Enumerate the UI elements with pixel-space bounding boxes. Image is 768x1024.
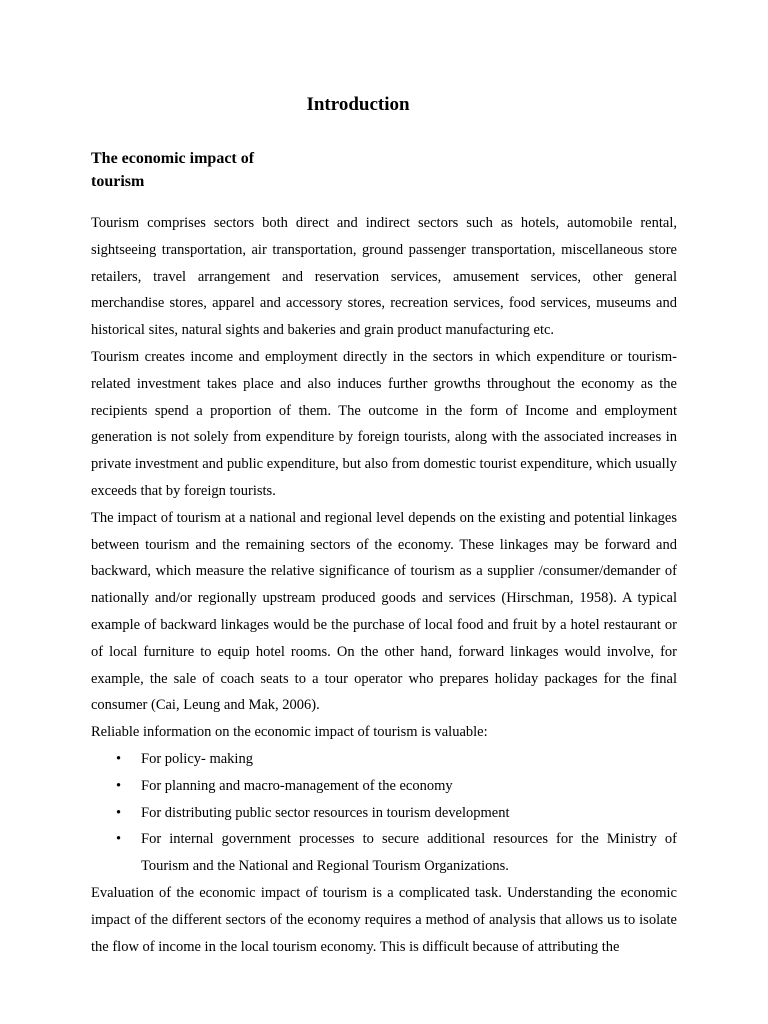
document-body <box>91 210 677 960</box>
list-item <box>91 800 677 827</box>
bullet-icon: • <box>116 831 122 848</box>
bullet-icon: • <box>116 750 122 767</box>
paragraph: Reliable information on the economic impact of tourism is valuable: <box>91 724 488 741</box>
list-item-text: For internal government processes to secure additional resources for the Ministry of Tourism and the National and Regional Tourism Organizations. <box>141 831 677 875</box>
page-title: Introduction <box>306 94 410 115</box>
list-item-text: For planning and macro-management of the economy <box>141 777 453 794</box>
paragraph: Evaluation of the economic impact of tourism is a complicated task. Understanding the economic impact of the different sectors of the economy requires a method of analysis that allows us to isolate the flow of income in the local tourism economy. This is difficult because of attributing the <box>91 884 677 955</box>
bullet-icon: • <box>116 777 122 794</box>
list-item-text: For policy- making <box>141 750 253 767</box>
paragraph: Tourism creates income and employment directly in the sectors in which expenditure or tourism-related investment takes place and also induces further growths throughout the economy as the recipients spend a proportion of them. The outcome in the form of Income and employment generation is not solely from expenditure by foreign tourists, along with the associated increases in private investment and public expenditure, but also from domestic tourist expenditure, which usually exceeds that by foreign tourists. <box>91 348 677 499</box>
bullet-list <box>91 746 677 880</box>
paragraph: The impact of tourism at a national and regional level depends on the existing and potential linkages between tourism and the remaining sectors of the economy. These linkages may be forward and backward, which measure the relative significance of tourism as a supplier /consumer/demander of nationally and/or regionally upstream produced goods and services (Hirschman, 1958). A typical example of backward linkages would be the purchase of local food and fruit by a hotel restaurant or of local furniture to equip hotel rooms. On the other hand, forward linkages would involve, for example, the sale of coach seats to a tour operator who prepares holiday packages for the final consumer (Cai, Leung and Mak, 2006). <box>91 509 677 714</box>
list-item-text: For distributing public sector resources in tourism development <box>141 804 510 821</box>
section-heading: The economic impact of tourism <box>91 150 255 190</box>
bullet-icon: • <box>116 804 122 821</box>
list-item <box>91 773 677 800</box>
paragraph: Tourism comprises sectors both direct and indirect sectors such as hotels, automobile rental, sightseeing transportation, air transportation, ground passenger transportation, miscellaneous store retailers, travel arrangement and reservation services, amusement services, other general merchandise stores, apparel and accessory stores, recreation services, food services, museums and historical sites, natural sights and bakeries and grain product manufacturing etc. <box>91 215 677 339</box>
list-item <box>91 746 677 773</box>
list-item <box>91 826 677 880</box>
